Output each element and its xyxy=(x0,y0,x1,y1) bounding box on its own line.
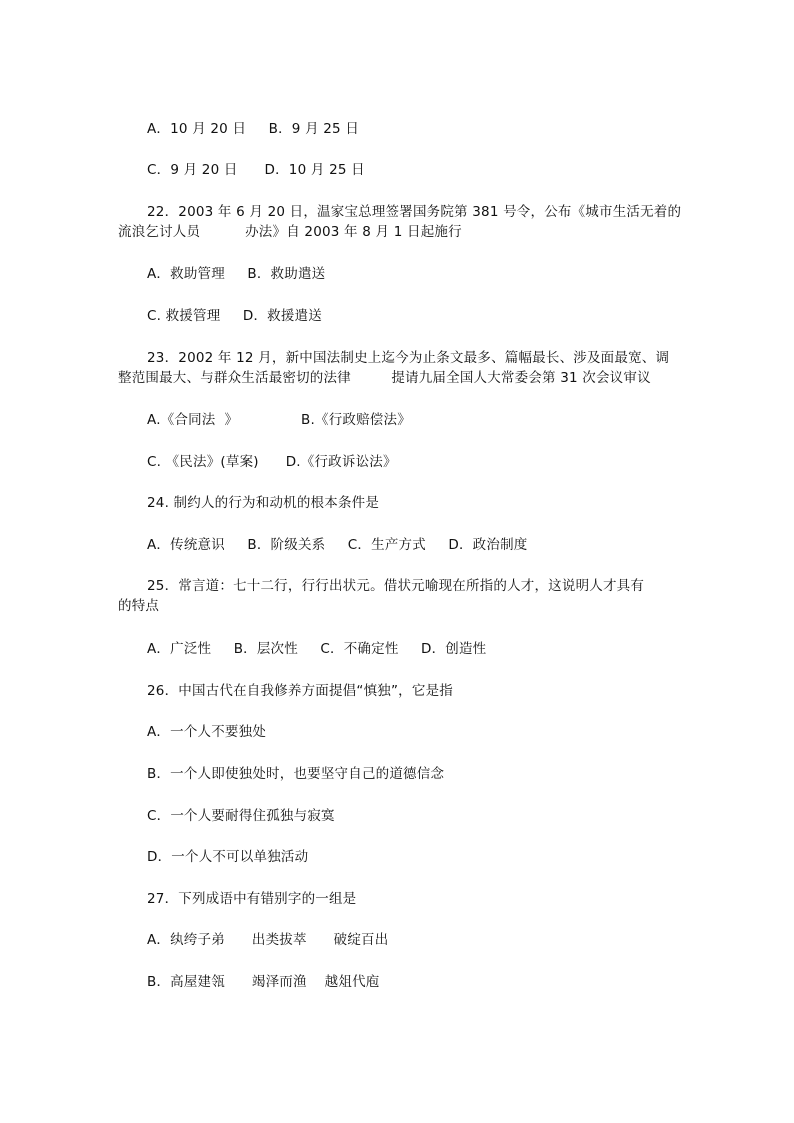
option-line: A．救助管理 B．救助遣送 xyxy=(147,266,326,282)
question-23-continued: 整范围最大、与群众生活最密切的法律 提请九届全国人大常委会第 31 次会议审议 xyxy=(118,370,651,386)
option-line: B．高屋建瓴 竭泽而渔 越俎代庖 xyxy=(147,974,380,990)
option-line: C. 救援管理 D．救援遣送 xyxy=(147,308,322,324)
option-line: D．一个人不可以单独活动 xyxy=(147,849,309,865)
option-line: A.《合同法 》 B.《行政赔偿法》 xyxy=(147,412,411,428)
question-23: 23．2002 年 12 月，新中国法制史上迄今为止条文最多、篇幅最长、涉及面最宽、调 xyxy=(147,350,670,366)
option-line: A．传统意识 B．阶级关系 C．生产方式 D．政治制度 xyxy=(147,537,528,553)
question-27: 27．下列成语中有错别字的一组是 xyxy=(147,891,357,907)
option-line: A．一个人不要独处 xyxy=(147,724,267,740)
question-22: 22．2003 年 6 月 20 日，温家宝总理签署国务院第 381 号令，公布《城市生活无着的 xyxy=(147,204,682,220)
option-line: C. 《民法》(草案) D.《行政诉讼法》 xyxy=(147,454,397,470)
option-line: B．一个人即使独处时，也要坚守自己的道德信念 xyxy=(147,766,445,782)
question-25: 25．常言道：七十二行，行行出状元。借状元喻现在所指的人才，这说明人才具有 xyxy=(147,578,645,594)
option-line: A．纨绔子弟 出类拔萃 破绽百出 xyxy=(147,932,389,948)
option-line: A．10 月 20 日 B．9 月 25 日 xyxy=(147,121,360,137)
option-line: C．一个人要耐得住孤独与寂寞 xyxy=(147,808,335,824)
option-line: C．9 月 20 日 D．10 月 25 日 xyxy=(147,162,365,178)
question-25-continued: 的特点 xyxy=(118,598,160,614)
question-26: 26．中国古代在自我修养方面提倡“慎独”，它是指 xyxy=(147,683,453,699)
option-line: A．广泛性 B．层次性 C．不确定性 D．创造性 xyxy=(147,641,487,657)
question-22-continued: 流浪乞讨人员 办法》自 2003 年 8 月 1 日起施行 xyxy=(118,224,462,240)
question-24: 24. 制约人的行为和动机的根本条件是 xyxy=(147,495,380,511)
